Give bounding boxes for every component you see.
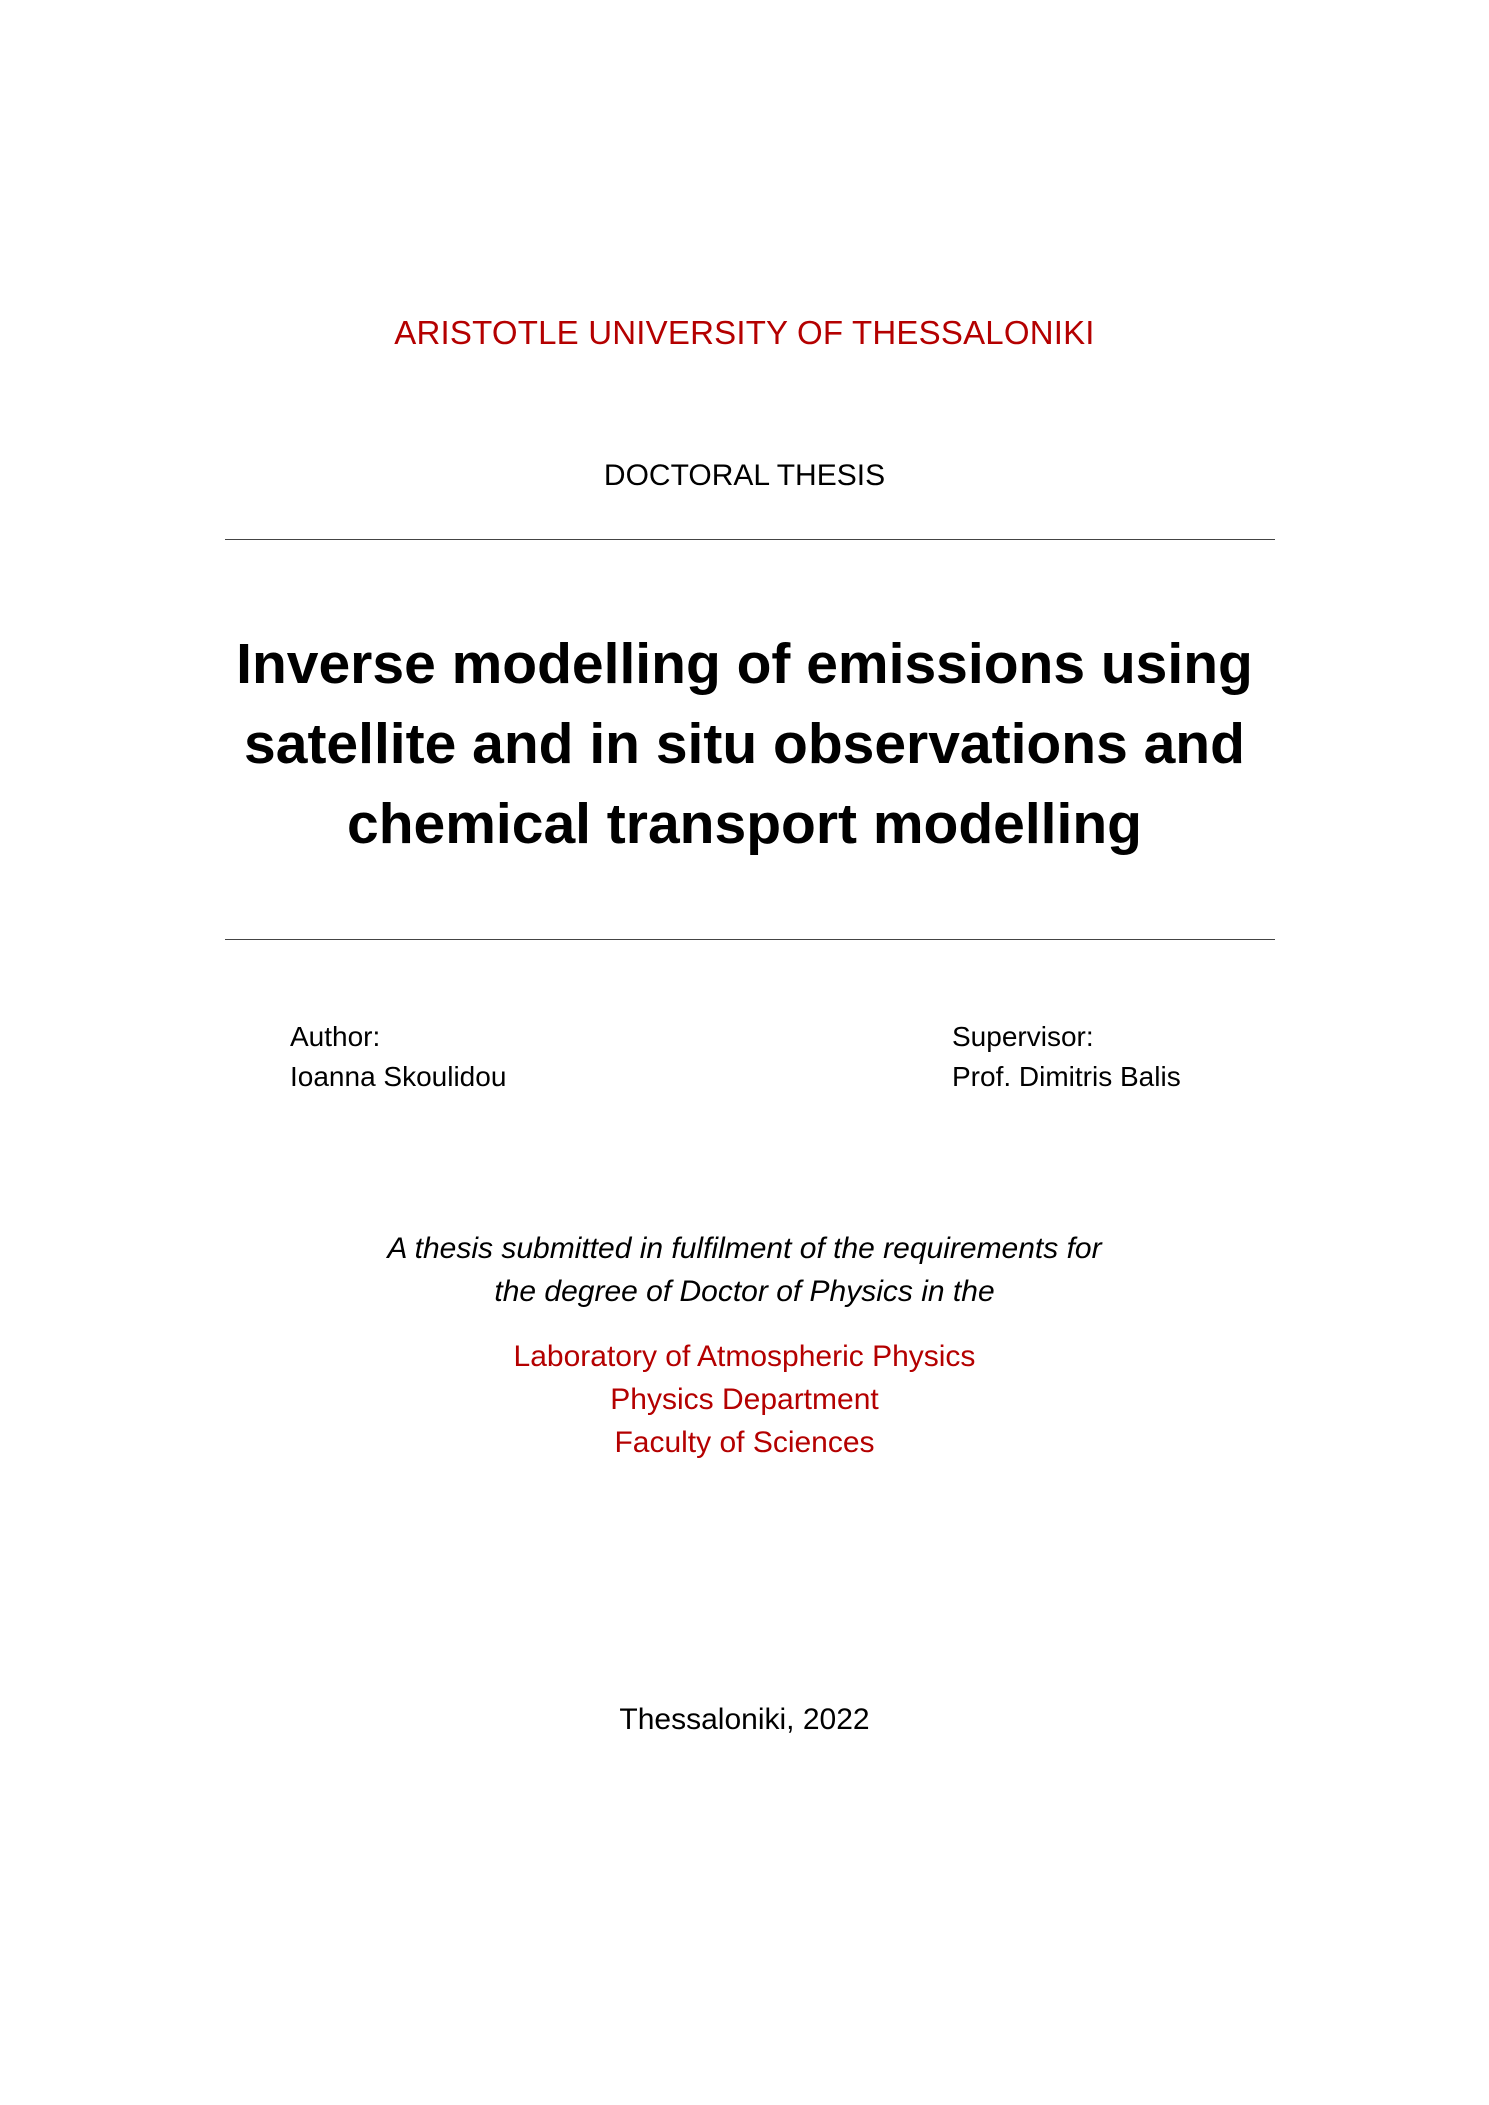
- affiliation-block: [0, 1335, 1489, 1464]
- submission-statement: [0, 1227, 1489, 1313]
- university-name: ARISTOTLE UNIVERSITY OF THESSALONIKI: [394, 314, 1095, 351]
- author-block: [290, 1017, 506, 1097]
- author-name: Ioanna Skoulidou: [290, 1061, 507, 1092]
- place-and-date: Thessaloniki, 2022: [619, 1703, 870, 1736]
- thesis-title-line: chemical transport modelling: [347, 792, 1142, 856]
- supervisor-label: Supervisor:: [952, 1021, 1094, 1052]
- faculty-name: Faculty of Sciences: [614, 1426, 875, 1459]
- author-label: Author:: [290, 1021, 381, 1052]
- laboratory-name: Laboratory of Atmospheric Physics: [513, 1340, 976, 1373]
- document-type: DOCTORAL THESIS: [603, 459, 886, 492]
- bottom-divider: [225, 939, 1275, 940]
- thesis-title: [150, 624, 1339, 864]
- department-name: Physics Department: [610, 1383, 879, 1416]
- submission-line: A thesis submitted in fulfilment of the requirements for: [387, 1232, 1102, 1265]
- supervisor-name: Prof. Dimitris Balis: [952, 1061, 1181, 1092]
- submission-line: the degree of Doctor of Physics in the: [494, 1275, 995, 1308]
- supervisor-block: [952, 1017, 1181, 1097]
- thesis-title-line: satellite and in situ observations and: [244, 712, 1245, 776]
- thesis-title-line: Inverse modelling of emissions using: [236, 632, 1253, 696]
- top-divider: [225, 539, 1275, 540]
